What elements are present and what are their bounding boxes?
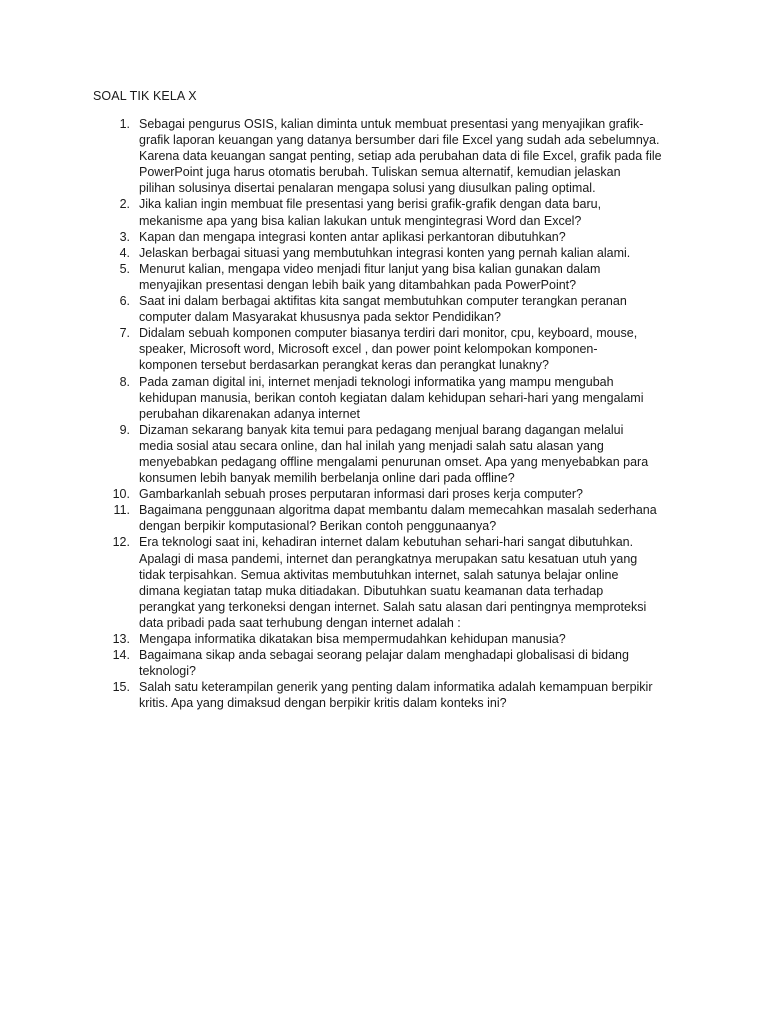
question-number: 13. xyxy=(112,632,130,646)
question-text-line: mekanisme apa yang bisa kalian lakukan untuk mengintegrasi Word dan Excel? xyxy=(139,213,582,228)
question-text-line: Saat ini dalam berbagai aktifitas kita sangat membutuhkan computer terangkan peranan xyxy=(139,294,627,309)
question-text-line: Bagaimana sikap anda sebagai seorang pelajar dalam menghadapi globalisasi di bidang xyxy=(139,648,629,663)
question-text-line: dimana kegiatan tatap muka ditiadakan. Dibutuhkan suatu keamanan data terhadap xyxy=(139,583,604,598)
question-item xyxy=(93,631,683,647)
question-number: 10. xyxy=(112,487,130,502)
question-text-line: computer dalam Masyarakat khususnya pada sektor Pendidikan? xyxy=(139,310,502,325)
question-text-line: Era teknologi saat ini, kehadiran internet dalam kebutuhan sehari-hari sangat dibutuhkan. xyxy=(139,535,634,550)
question-text-line: perangkat yang terkoneksi dengan internet. Salah satu alasan dari pentingnya memproteksi xyxy=(139,599,647,614)
question-text-line: Jika kalian ingin membuat file presentasi yang berisi grafik-grafik dengan data baru, xyxy=(139,197,602,212)
question-text-line: perubahan dikarenakan adanya internet xyxy=(139,406,361,421)
question-text-line: speaker, Microsoft word, Microsoft excel , dan power point kelompokan komponen- xyxy=(139,342,598,357)
question-text-line: Menurut kalian, mengapa video menjadi fitur lanjut yang bisa kalian gunakan dalam xyxy=(139,261,601,276)
question-item xyxy=(93,422,683,486)
question-number: 7. xyxy=(119,326,130,341)
question-text-line: Pada zaman digital ini, internet menjadi teknologi informatika yang mampu mengubah xyxy=(139,374,614,389)
question-item xyxy=(93,261,683,293)
question-number: 2. xyxy=(119,197,130,212)
question-text-line: Sebagai pengurus OSIS, kalian diminta untuk membuat presentasi yang menyajikan grafik- xyxy=(139,117,644,131)
question-text-line: Kapan dan mengapa integrasi konten antar aplikasi perkantoran dibutuhkan? xyxy=(139,229,566,244)
question-text-line: kehidupan manusia, berikan contoh kegiatan dalam kehidupan sehari-hari yang mengalami xyxy=(139,390,644,405)
question-number: 12. xyxy=(112,535,130,550)
question-text-line: Bagaimana penggunaan algoritma dapat membantu dalam memecahkan masalah sederhana xyxy=(139,503,657,518)
question-number: 1. xyxy=(119,117,130,131)
question-text-line: konsumen lebih banyak memilih berbelanja online dari pada offline? xyxy=(139,471,515,486)
question-item xyxy=(93,325,683,373)
question-text-line: Jelaskan berbagai situasi yang membutuhkan integrasi konten yang pernah kalian alami. xyxy=(139,245,631,260)
question-text-line: Apalagi di masa pandemi, internet dan perangkatnya merupakan satu kesatuan utuh yang xyxy=(139,551,638,566)
question-number: 15. xyxy=(112,680,130,695)
question-number: 5. xyxy=(119,261,130,276)
question-text-line: menyebabkan pedagang offline mengalami penurunan omset. Apa yang menyebabkan para xyxy=(139,454,649,469)
question-text-line: tidak terpisahkan. Semua aktivitas membutuhkan internet, salah satunya belajar online xyxy=(139,567,619,582)
question-item xyxy=(93,196,683,228)
question-item xyxy=(93,534,683,631)
question-text-line: teknologi? xyxy=(139,664,196,679)
question-text-line: Gambarkanlah sebuah proses perputaran informasi dari proses kerja computer? xyxy=(139,487,583,502)
question-item xyxy=(93,245,683,261)
question-item xyxy=(93,679,683,711)
question-item xyxy=(93,374,683,422)
question-text-line: data pribadi pada saat terhubung dengan internet adalah : xyxy=(139,615,461,630)
question-number: 8. xyxy=(119,374,130,389)
question-item xyxy=(93,293,683,325)
question-text-line: PowerPoint juga harus otomatis berubah. Tuliskan semua alternatif, kemudian jelaskan xyxy=(139,165,621,180)
question-text-line: Didalam sebuah komponen computer biasanya terdiri dari monitor, cpu, keyboard, mouse, xyxy=(139,326,638,341)
question-number: 9. xyxy=(119,422,130,437)
question-text-line: media sosial atau secara online, dan hal inilah yang menjadi salah satu alasan yang xyxy=(139,438,604,453)
question-text-line: Karena data keuangan sangat penting, setiap ada perubahan data di file Excel, grafik pada file xyxy=(139,149,662,164)
question-text-line: Mengapa informatika dikatakan bisa mempermudahkan kehidupan manusia? xyxy=(139,632,566,646)
question-text-line: komponen tersebut berdasarkan perangkat keras dan perangkat lunakny? xyxy=(139,358,549,373)
question-text-line: dengan berpikir komputasional? Berikan contoh penggunaanya? xyxy=(139,519,497,534)
question-item xyxy=(93,116,683,196)
question-number: 6. xyxy=(119,294,130,309)
question-item xyxy=(93,229,683,245)
document-title: SOAL TIK KELA X xyxy=(93,89,197,103)
question-text-line: grafik laporan keuangan yang datanya bersumber dari file Excel yang sudah ada sebelumnya. xyxy=(139,133,660,148)
question-item xyxy=(93,647,683,679)
question-text-line: menyajikan presentasi dengan lebih baik yang ditambahkan pada PowerPoint? xyxy=(139,277,577,292)
question-number: 3. xyxy=(119,229,130,244)
question-text-line: Dizaman sekarang banyak kita temui para pedagang menjual barang dagangan melalui xyxy=(139,422,624,437)
question-number: 11. xyxy=(113,503,130,518)
question-list xyxy=(93,116,683,711)
question-item xyxy=(93,502,683,534)
question-number: 14. xyxy=(112,648,130,663)
question-text-line: Salah satu keterampilan generik yang penting dalam informatika adalah kemampuan berpikir xyxy=(139,680,653,695)
question-text-line: pilihan solusinya disertai penalaran mengapa solusi yang diusulkan paling optimal. xyxy=(139,181,596,196)
question-item xyxy=(93,486,683,502)
question-text-line: kritis. Apa yang dimaksud dengan berpikir kritis dalam konteks ini? xyxy=(139,696,507,711)
question-number: 4. xyxy=(119,245,130,260)
